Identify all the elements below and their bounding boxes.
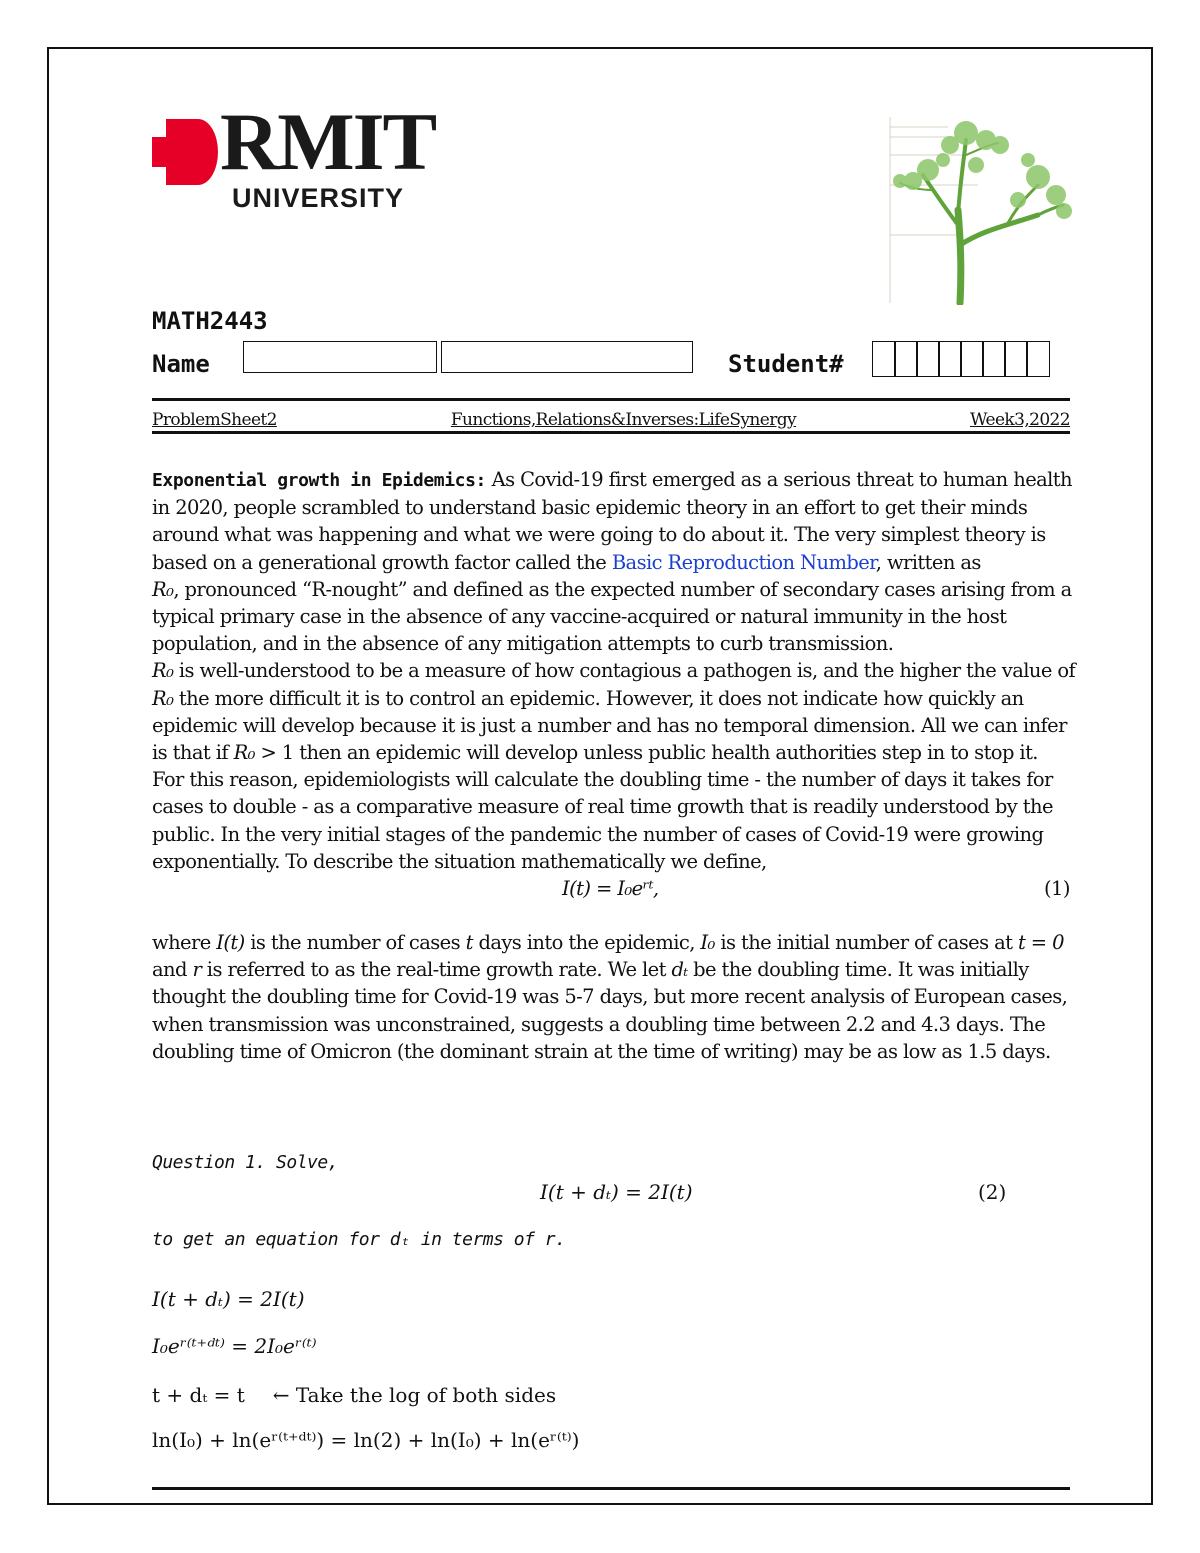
- basic-reproduction-number-link[interactable]: Basic Reproduction Number: [611, 550, 876, 574]
- last-name-field[interactable]: [441, 341, 693, 373]
- student-digit-field[interactable]: [1004, 341, 1028, 377]
- paragraph-doubling: For this reason, epidemiologists will calculate the doubling time - the number of days it takes for cases to double - as a comparative measure of real time growth that is readily understood by the public. In the very initial stages of the pandemic the number of cases of Covid-19 were growing exponentially. To describe the situation mathematically we define,: [152, 768, 1053, 873]
- paragraph-r0: R₀ is well-understood to be a measure of how contagious a pathogen is, and the higher the value of R₀ the more difficult it is to control an epidemic. However, it does not indicate how quickly an epidemic will develop because it is just a number and has no temporal dimension. All we can infer is that if R₀ > 1 then an epidemic will develop unless public health authorities step in to stop it.: [152, 659, 1076, 765]
- sheet-topic: Functions,Relations&Inverses:LifeSynergy: [450, 410, 797, 430]
- logo-university: UNIVERSITY: [232, 183, 405, 213]
- working-line-4: ln(I₀) + ln(eʳ⁽ᵗ⁺ᵈᵗ⁾) = ln(2) + ln(I₀) + ln(eʳ⁽ᵗ⁾): [152, 1428, 580, 1452]
- student-number-boxes: [872, 341, 1048, 377]
- question-1-title: Question 1. Solve,: [152, 1152, 339, 1173]
- working-line-3: [152, 1383, 556, 1407]
- working-line-2: I₀eʳ⁽ᵗ⁺ᵈᵗ⁾ = 2I₀eʳ⁽ᵗ⁾: [152, 1334, 317, 1358]
- equation-1: [152, 875, 1082, 902]
- first-name-field[interactable]: [243, 341, 437, 373]
- equation-1-number: (1): [1044, 877, 1070, 901]
- name-label: Name: [152, 350, 210, 378]
- student-digit-field[interactable]: [872, 341, 896, 377]
- sheet-week: Week3,2022: [970, 410, 1070, 430]
- equation-1-expr: I(t) = I₀eʳᵗ,: [562, 877, 659, 901]
- rmit-pixel-logo-icon: [152, 119, 218, 185]
- logo-wordmark: RMIT: [220, 96, 436, 187]
- problem-text: [152, 466, 1082, 1065]
- working-note: ← Take the log of both sides: [272, 1383, 557, 1407]
- header-rule-top: [152, 398, 1070, 401]
- student-number-label: Student#: [728, 350, 844, 378]
- equation-2-expr: I(t + dₜ) = 2I(t): [540, 1180, 693, 1204]
- student-digit-field[interactable]: [960, 341, 984, 377]
- footer-rule: [152, 1487, 1070, 1490]
- working-line-1: I(t + dₜ) = 2I(t): [152, 1287, 305, 1311]
- student-digit-field[interactable]: [938, 341, 962, 377]
- section-lead: Exponential growth in Epidemics:: [152, 470, 486, 491]
- student-digit-field[interactable]: [1026, 341, 1050, 377]
- student-digit-field[interactable]: [916, 341, 940, 377]
- rmit-logo: [152, 96, 442, 217]
- student-digit-field[interactable]: [982, 341, 1006, 377]
- course-code: MATH2443: [152, 307, 268, 335]
- sheet-header: [152, 410, 1070, 430]
- header-rule-bottom: [152, 431, 1070, 434]
- paragraph-definitions: where I(t) is the number of cases t days into the epidemic, I₀ is the initial number of cases at t = 0 and r is referred to as the real-time growth rate. We let dₜ be the doubling time. It was initially thought the doubling time for Covid-19 was 5-7 days, but more recent analysis of European cases, when transmission was unconstrained, suggests a doubling time between 2.2 and 4.3 days. The doubling time of Omicron (the dominant strain at the time of writing) may be as low as 1.5 days.: [152, 931, 1068, 1063]
- question-1-instruction: to get an equation for dₜ in terms of r.: [152, 1229, 566, 1250]
- fractal-tree-icon: [888, 115, 1074, 305]
- working-line-3-expr: t + dₜ = t: [152, 1383, 245, 1407]
- equation-2-number: (2): [978, 1180, 1007, 1204]
- sheet-title: ProblemSheet2: [152, 410, 277, 430]
- student-digit-field[interactable]: [894, 341, 918, 377]
- paragraph-intro: Exponential growth in Epidemics: As Covid-19 first emerged as a serious threat to human health in 2020, people scrambled to understand basic epidemic theory in an effort to get their minds around what was happening and what we were going to do about it. The very simplest theory is based on a generational growth factor called the Basic Reproduction Number, written as R₀, pronounced “R-nought” and defined as the expected number of secondary cases arising from a typical primary case in the absence of any vaccine-acquired or natural immunity in the host population, and in the absence of any mitigation attempts to curb transmission.: [152, 468, 1072, 656]
